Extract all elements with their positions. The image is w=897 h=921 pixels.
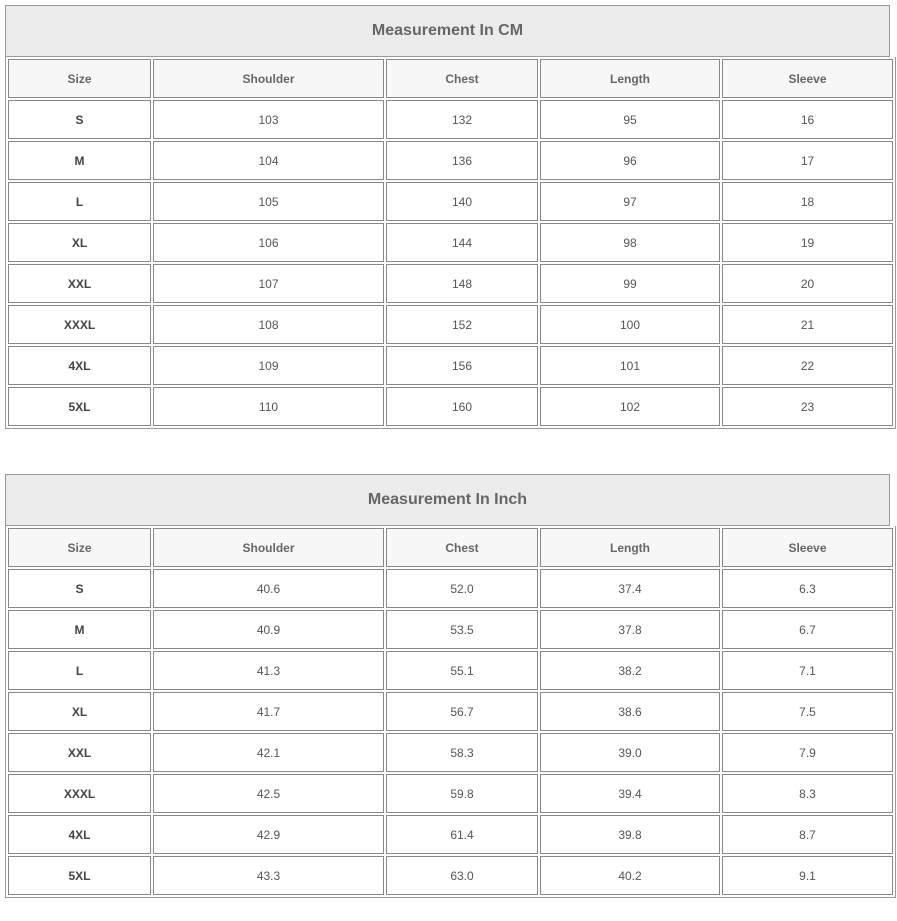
cell-length: 37.8 xyxy=(540,610,720,649)
cell-size: M xyxy=(8,141,151,180)
cell-size: M xyxy=(8,610,151,649)
cell-chest: 52.0 xyxy=(386,569,538,608)
column-header-sleeve: Sleeve xyxy=(722,528,893,567)
cell-length: 38.6 xyxy=(540,692,720,731)
cell-shoulder: 42.9 xyxy=(153,815,384,854)
table-row xyxy=(8,815,893,854)
cell-chest: 156 xyxy=(386,346,538,385)
cell-size: L xyxy=(8,651,151,690)
cell-shoulder: 104 xyxy=(153,141,384,180)
cell-chest: 160 xyxy=(386,387,538,426)
column-header-sleeve: Sleeve xyxy=(722,59,893,98)
cell-length: 100 xyxy=(540,305,720,344)
cell-length: 97 xyxy=(540,182,720,221)
cell-size: XL xyxy=(8,223,151,262)
column-header-length: Length xyxy=(540,528,720,567)
cell-shoulder: 108 xyxy=(153,305,384,344)
table-row xyxy=(8,774,893,813)
cell-size: 4XL xyxy=(8,346,151,385)
cell-chest: 61.4 xyxy=(386,815,538,854)
cell-length: 95 xyxy=(540,100,720,139)
cell-chest: 144 xyxy=(386,223,538,262)
column-header-shoulder: Shoulder xyxy=(153,59,384,98)
cell-shoulder: 105 xyxy=(153,182,384,221)
table-row xyxy=(8,305,893,344)
column-header-chest: Chest xyxy=(386,528,538,567)
column-header-size: Size xyxy=(8,59,151,98)
cell-size: XXL xyxy=(8,733,151,772)
cell-length: 37.4 xyxy=(540,569,720,608)
cell-sleeve: 8.7 xyxy=(722,815,893,854)
table-row xyxy=(8,223,893,262)
cell-size: 4XL xyxy=(8,815,151,854)
cell-sleeve: 9.1 xyxy=(722,856,893,895)
cell-size: 5XL xyxy=(8,387,151,426)
cell-length: 40.2 xyxy=(540,856,720,895)
table-row xyxy=(8,141,893,180)
cell-chest: 132 xyxy=(386,100,538,139)
cell-chest: 63.0 xyxy=(386,856,538,895)
cell-length: 96 xyxy=(540,141,720,180)
cell-sleeve: 21 xyxy=(722,305,893,344)
cell-sleeve: 19 xyxy=(722,223,893,262)
cell-size: XXXL xyxy=(8,305,151,344)
table-row xyxy=(8,100,893,139)
cell-chest: 58.3 xyxy=(386,733,538,772)
column-header-size: Size xyxy=(8,528,151,567)
cell-chest: 136 xyxy=(386,141,538,180)
cell-size: L xyxy=(8,182,151,221)
cell-size: S xyxy=(8,569,151,608)
column-header-shoulder: Shoulder xyxy=(153,528,384,567)
inch-measurement-table xyxy=(5,474,890,898)
cell-shoulder: 106 xyxy=(153,223,384,262)
table-row xyxy=(8,856,893,895)
header-row xyxy=(8,528,893,567)
cell-shoulder: 41.7 xyxy=(153,692,384,731)
cell-sleeve: 17 xyxy=(722,141,893,180)
cell-sleeve: 7.1 xyxy=(722,651,893,690)
cell-size: XXXL xyxy=(8,774,151,813)
size-table xyxy=(5,526,896,898)
cell-shoulder: 42.5 xyxy=(153,774,384,813)
table-row xyxy=(8,651,893,690)
cell-shoulder: 40.6 xyxy=(153,569,384,608)
table-row xyxy=(8,264,893,303)
cell-length: 38.2 xyxy=(540,651,720,690)
table-row xyxy=(8,346,893,385)
cell-chest: 152 xyxy=(386,305,538,344)
column-header-length: Length xyxy=(540,59,720,98)
column-header-chest: Chest xyxy=(386,59,538,98)
cell-sleeve: 7.5 xyxy=(722,692,893,731)
cell-sleeve: 23 xyxy=(722,387,893,426)
cell-length: 101 xyxy=(540,346,720,385)
cell-sleeve: 18 xyxy=(722,182,893,221)
cell-shoulder: 107 xyxy=(153,264,384,303)
cell-sleeve: 16 xyxy=(722,100,893,139)
cell-size: XXL xyxy=(8,264,151,303)
cell-sleeve: 6.3 xyxy=(722,569,893,608)
cell-sleeve: 7.9 xyxy=(722,733,893,772)
cell-shoulder: 43.3 xyxy=(153,856,384,895)
cell-shoulder: 109 xyxy=(153,346,384,385)
cell-length: 99 xyxy=(540,264,720,303)
cell-size: S xyxy=(8,100,151,139)
cell-shoulder: 103 xyxy=(153,100,384,139)
cell-sleeve: 6.7 xyxy=(722,610,893,649)
table-row xyxy=(8,569,893,608)
cell-length: 102 xyxy=(540,387,720,426)
cell-chest: 53.5 xyxy=(386,610,538,649)
table-title: Measurement In CM xyxy=(5,5,890,57)
cell-sleeve: 22 xyxy=(722,346,893,385)
cell-sleeve: 20 xyxy=(722,264,893,303)
cell-sleeve: 8.3 xyxy=(722,774,893,813)
cell-size: XL xyxy=(8,692,151,731)
cell-shoulder: 40.9 xyxy=(153,610,384,649)
cell-length: 98 xyxy=(540,223,720,262)
table-row xyxy=(8,692,893,731)
cell-length: 39.4 xyxy=(540,774,720,813)
cell-length: 39.0 xyxy=(540,733,720,772)
table-row xyxy=(8,610,893,649)
cell-length: 39.8 xyxy=(540,815,720,854)
table-title: Measurement In Inch xyxy=(5,474,890,526)
table-row xyxy=(8,182,893,221)
cell-chest: 56.7 xyxy=(386,692,538,731)
cell-chest: 140 xyxy=(386,182,538,221)
cell-chest: 59.8 xyxy=(386,774,538,813)
header-row xyxy=(8,59,893,98)
cell-chest: 148 xyxy=(386,264,538,303)
cm-measurement-table xyxy=(5,5,890,429)
cell-shoulder: 110 xyxy=(153,387,384,426)
cell-chest: 55.1 xyxy=(386,651,538,690)
size-table xyxy=(5,57,896,429)
table-row xyxy=(8,733,893,772)
cell-size: 5XL xyxy=(8,856,151,895)
cell-shoulder: 42.1 xyxy=(153,733,384,772)
cell-shoulder: 41.3 xyxy=(153,651,384,690)
table-row xyxy=(8,387,893,426)
